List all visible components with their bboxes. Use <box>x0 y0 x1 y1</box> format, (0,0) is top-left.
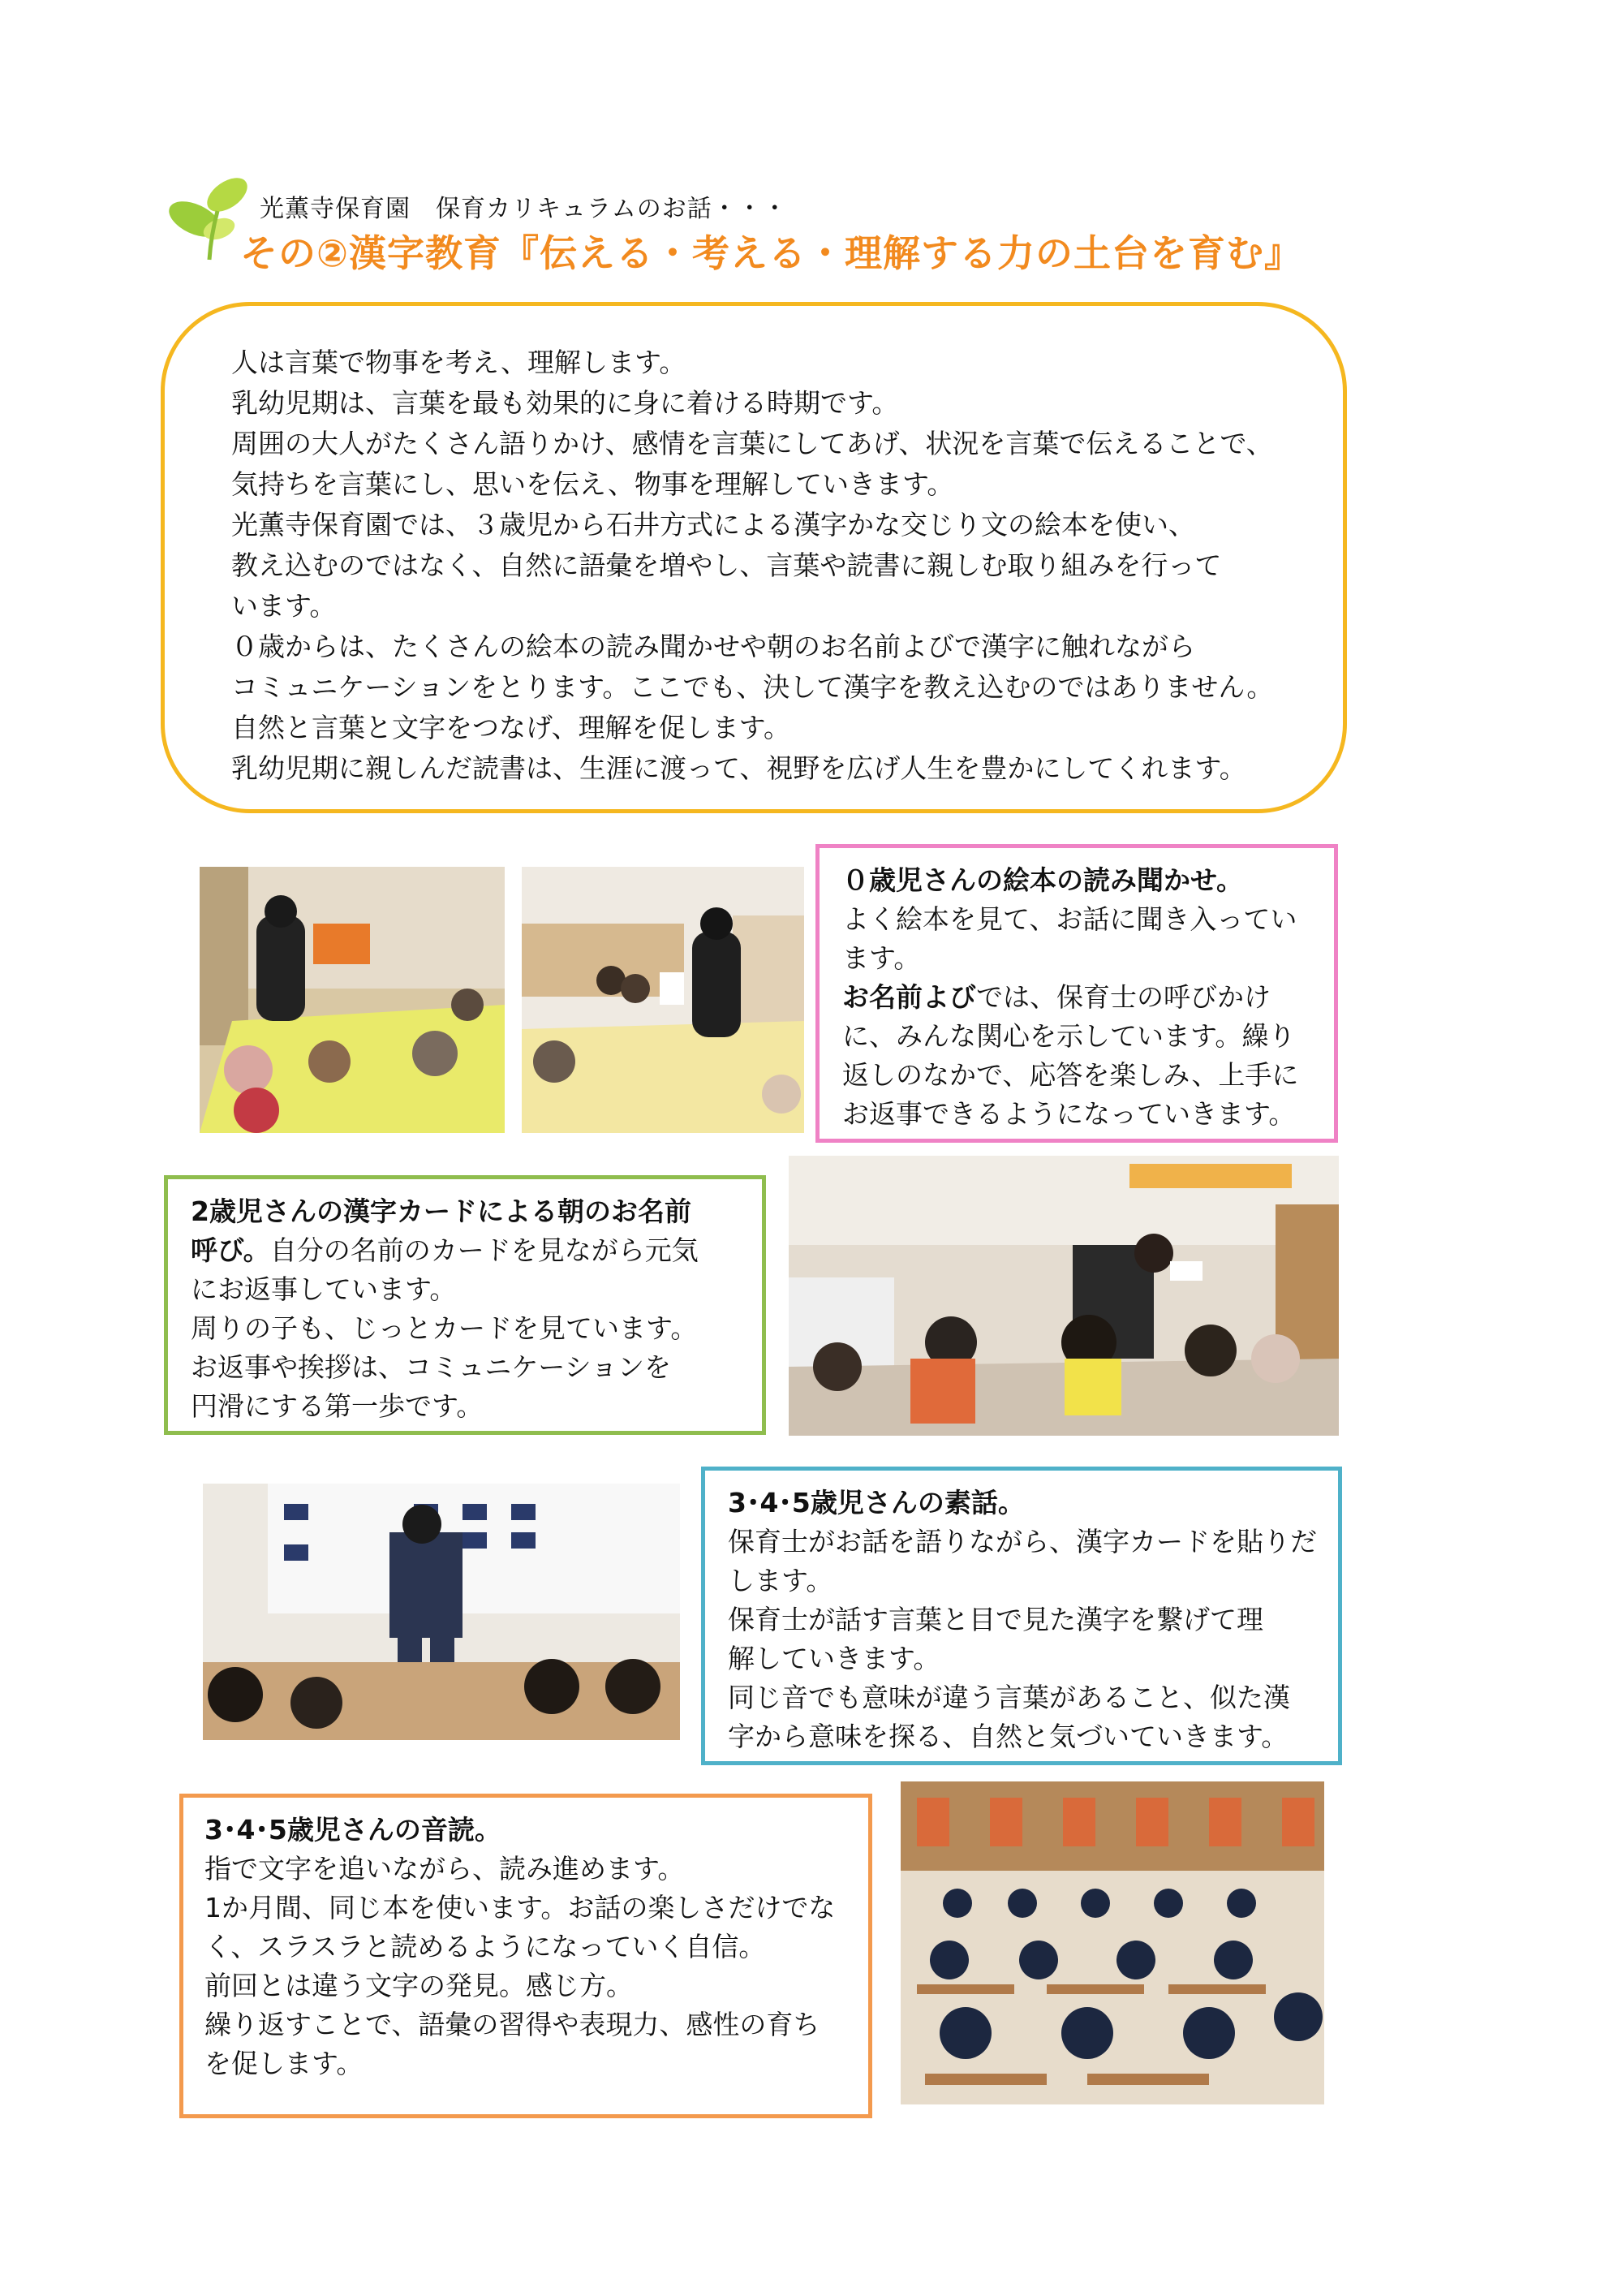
caption-line: 周りの子も、じっとカードを見ています。 <box>191 1312 698 1344</box>
caption-line: 円滑にする第一歩です。 <box>191 1390 484 1422</box>
caption-reading-aloud <box>179 1794 872 2118</box>
intro-line: ０歳からは、たくさんの絵本の読み聞かせや朝のお名前よびで漢字に触れながら <box>231 631 1195 662</box>
caption-line: お返事や挨拶は、コミュニケーションを <box>191 1351 672 1383</box>
caption-line <box>191 1231 762 1270</box>
intro-line: 気持ちを言葉にし、思いを伝え、物事を理解していきます。 <box>231 468 954 500</box>
caption-line: にお返事しています。 <box>191 1273 457 1305</box>
caption-line: 前回とは違う文字の発見。感じ方。 <box>204 1970 633 2001</box>
caption-line: よく絵本を見て、お話に聞き入ってい <box>842 903 1297 935</box>
caption-text: では、保育士の呼びかけ <box>976 981 1271 1013</box>
caption-line: 1か月間、同じ本を使います。お話の楽しさだけでな <box>204 1892 836 1923</box>
caption-line: 保育士が話す言葉と目で見た漢字を繋げて理 <box>728 1604 1263 1635</box>
caption-line: 繰り返すことで、語彙の習得や表現力、感性の育ち <box>204 2009 820 2040</box>
caption-line: 返しのなかで、応答を楽しみ、上手に <box>842 1059 1299 1091</box>
caption-line: 同じ音でも意味が違う言葉があること、似た漢 <box>728 1682 1290 1713</box>
caption-text: 自分の名前のカードを見ながら元気 <box>269 1234 699 1266</box>
caption-line: します。 <box>728 1565 833 1596</box>
caption-age2-name-cards <box>164 1175 766 1435</box>
intro-line: 乳幼児期は、言葉を最も効果的に身に着ける時期です。 <box>231 387 899 419</box>
caption-line: く、スラスラと読めるようになっていく自信。 <box>204 1931 766 1962</box>
intro-line: コミュニケーションをとります。ここでも、決して漢字を教え込むのではありません。 <box>231 671 1274 703</box>
caption-infant-reading <box>815 844 1338 1143</box>
photo-classroom-reading <box>901 1781 1324 2104</box>
caption-emphasis: 呼び。 <box>191 1234 270 1266</box>
intro-line: 光薫寺保育園では、３歳児から石井方式による漢字かな交じり文の絵本を使い、 <box>231 509 1195 541</box>
intro-line: 自然と言葉と文字をつなげ、理解を促します。 <box>231 712 791 743</box>
caption-line: ます。 <box>842 942 921 974</box>
intro-text <box>231 342 1319 789</box>
caption-line: 指で文字を追いながら、読み進めます。 <box>204 1853 685 1885</box>
photo-picture-book-reading <box>200 867 505 1133</box>
caption-line: 解していきます。 <box>728 1643 940 1674</box>
caption-line: 保育士がお話を語りながら、漢字カードを貼りだ <box>728 1526 1317 1557</box>
photo-name-card <box>789 1156 1339 1436</box>
caption-heading: 2歳児さんの漢字カードによる朝のお名前 <box>191 1195 691 1227</box>
intro-line: 乳幼児期に親しんだ読書は、生涯に渡って、視野を広げ人生を豊かにしてくれます。 <box>231 752 1246 784</box>
caption-line <box>842 978 1334 1017</box>
caption-line: 字から意味を探る、自然と気づいていきます。 <box>728 1721 1289 1752</box>
caption-line: を促します。 <box>204 2048 364 2079</box>
caption-heading: 3･4･5歳児さんの音読。 <box>204 1814 501 1846</box>
caption-line: お返事できるようになっていきます。 <box>842 1098 1296 1130</box>
intro-line: 周囲の大人がたくさん語りかけ、感情を言葉にしてあげ、状況を言葉で伝えることで、 <box>231 428 1273 459</box>
page-title: その②漢字教育『伝える・考える・理解する力の土台を育む』 <box>240 231 1302 275</box>
intro-line: います。 <box>231 590 337 622</box>
caption-heading: 3･4･5歳児さんの素話。 <box>728 1487 1025 1518</box>
intro-line: 人は言葉で物事を考え、理解します。 <box>231 347 686 378</box>
caption-heading: ０歳児さんの絵本の読み聞かせ。 <box>842 864 1244 896</box>
photo-infant-room <box>522 867 804 1133</box>
photo-storytelling-board <box>203 1484 680 1740</box>
caption-storytelling <box>701 1467 1342 1765</box>
caption-emphasis: お名前よび <box>842 981 976 1013</box>
header-subtitle: 光薫寺保育園 保育カリキュラムのお話・・・ <box>260 195 788 223</box>
intro-line: 教え込むのではなく、自然に語彙を増やし、言葉や読書に親しむ取り組みを行って <box>231 549 1222 581</box>
caption-line: に、みんな関心を示しています。繰り <box>842 1020 1296 1052</box>
